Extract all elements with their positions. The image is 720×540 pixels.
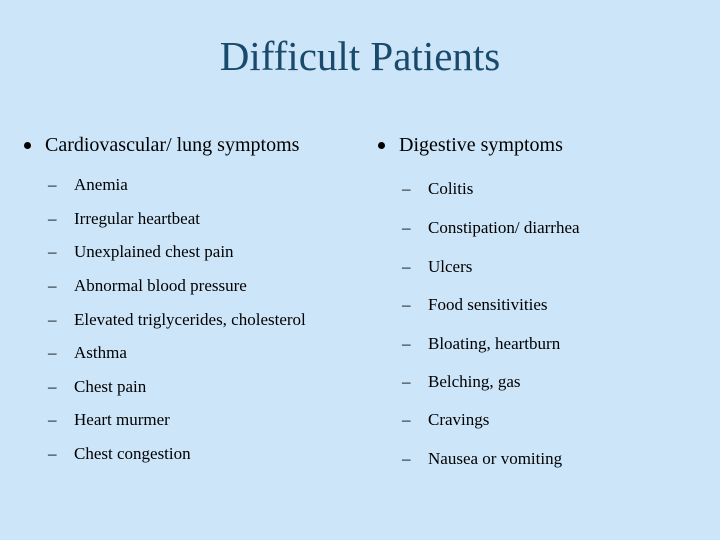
list-item xyxy=(402,256,472,278)
bullet-icon xyxy=(378,142,385,149)
left-column-heading-text: Cardiovascular/ lung symptoms xyxy=(45,134,300,156)
dash-icon: – xyxy=(48,444,57,463)
list-item xyxy=(402,409,489,431)
dash-icon: – xyxy=(48,276,57,295)
list-item-text: Chest congestion xyxy=(74,444,191,463)
list-item xyxy=(402,333,560,355)
list-item-text: Unexplained chest pain xyxy=(74,242,234,261)
list-item xyxy=(48,275,247,297)
list-item-text: Belching, gas xyxy=(428,372,521,391)
list-item-text: Abnormal blood pressure xyxy=(74,276,247,295)
list-item-text: Elevated triglycerides, cholesterol xyxy=(74,310,306,329)
list-item-text: Anemia xyxy=(74,175,128,194)
dash-icon: – xyxy=(48,377,57,396)
list-item xyxy=(402,294,547,316)
list-item-text: Ulcers xyxy=(428,257,473,276)
dash-icon: – xyxy=(402,334,411,353)
dash-icon: – xyxy=(48,175,57,194)
list-item xyxy=(402,217,580,239)
list-item xyxy=(402,371,521,393)
list-item-text: Asthma xyxy=(74,343,127,362)
dash-icon: – xyxy=(402,410,411,429)
list-item-text: Heart murmer xyxy=(74,410,170,429)
dash-icon: – xyxy=(48,410,57,429)
dash-icon: – xyxy=(402,218,411,237)
list-item-text: Nausea or vomiting xyxy=(428,449,563,468)
list-item xyxy=(48,376,146,398)
list-item xyxy=(402,448,562,470)
dash-icon: – xyxy=(48,310,57,329)
list-item xyxy=(48,208,200,230)
list-item xyxy=(48,342,127,364)
list-item-text: Food sensitivities xyxy=(428,295,548,314)
dash-icon: – xyxy=(402,257,411,276)
list-item-text: Chest pain xyxy=(74,377,147,396)
dash-icon: – xyxy=(48,343,57,362)
list-item xyxy=(48,241,234,263)
left-column xyxy=(24,132,364,463)
left-column-heading xyxy=(24,132,364,158)
list-item-text: Cravings xyxy=(428,410,490,429)
slide-title: Difficult Patients xyxy=(219,33,501,79)
list-item xyxy=(48,443,191,465)
bullet-icon xyxy=(24,142,31,149)
dash-icon: – xyxy=(402,449,411,468)
dash-icon: – xyxy=(48,209,57,228)
list-item xyxy=(48,309,306,331)
list-item-text: Bloating, heartburn xyxy=(428,334,561,353)
right-column-heading xyxy=(378,132,708,158)
right-column-heading-text: Digestive symptoms xyxy=(399,134,563,156)
dash-icon: – xyxy=(402,372,411,391)
list-item xyxy=(48,174,128,196)
dash-icon: – xyxy=(48,242,57,261)
right-column xyxy=(378,132,708,468)
list-item xyxy=(402,178,473,200)
dash-icon: – xyxy=(402,179,411,198)
list-item-text: Irregular heartbeat xyxy=(74,209,200,228)
list-item xyxy=(48,409,170,431)
dash-icon: – xyxy=(402,295,411,314)
list-item-text: Colitis xyxy=(428,179,474,198)
list-item-text: Constipation/ diarrhea xyxy=(428,218,580,237)
